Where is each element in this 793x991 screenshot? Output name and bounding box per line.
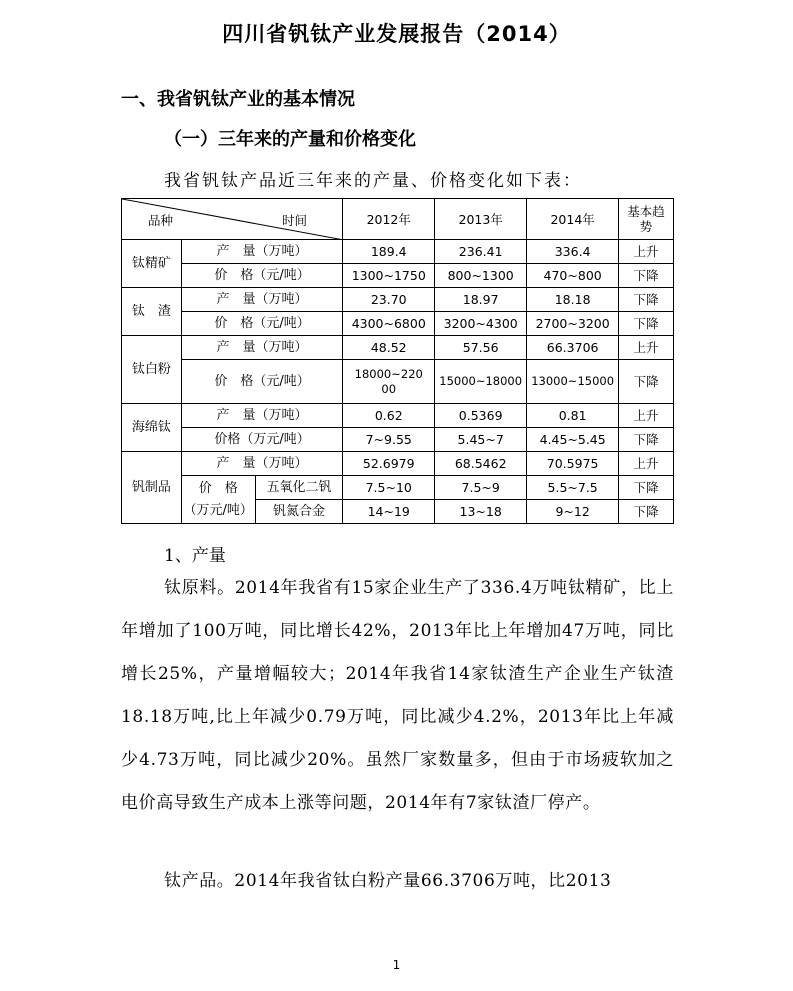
table-row [122,336,674,360]
page-number: 1 [392,958,401,972]
trend-cell: 下降 [619,312,674,336]
metric-label: 价格（万元/吨） [181,428,342,452]
table-cell: 3200~4300 [435,312,527,336]
metric-label: 产 量（万吨） [181,336,342,360]
price-label-unit: （万元/吨） [183,503,253,518]
trend-cell: 下降 [619,476,674,500]
table-cell: 13000~15000 [527,360,619,404]
table-cell: 68.5462 [435,452,527,476]
price-label-main: 价 格 [198,481,238,496]
table-header-row [122,199,674,240]
document-title: 四川省钒钛产业发展报告（2014） [222,22,571,46]
table-row [122,404,674,428]
table-cell: 23.70 [343,288,435,312]
table-cell: 66.3706 [527,336,619,360]
table-row [122,240,674,264]
sub-product-label: 五氧化二钒 [255,476,343,500]
table-cell: 470~800 [527,264,619,288]
table-cell: 1300~1750 [343,264,435,288]
price-label-cell [181,476,255,524]
table-cell: 5.5~7.5 [527,476,619,500]
table-cell: 236.41 [435,240,527,264]
table-cell: 48.52 [343,336,435,360]
diagonal-header-cell [122,199,343,240]
trend-cell: 上升 [619,404,674,428]
table-cell: 70.5975 [527,452,619,476]
table-cell: 13~18 [435,500,527,524]
table-cell: 18.97 [435,288,527,312]
header-2012: 2012年 [343,199,435,240]
product-name: 钛精矿 [122,240,182,288]
table-cell: 0.81 [527,404,619,428]
trend-cell: 上升 [619,336,674,360]
product-name: 海绵钛 [122,404,182,452]
table-cell: 189.4 [343,240,435,264]
trend-cell: 下降 [619,500,674,524]
table-cell: 18000~22000 [343,360,435,404]
header-variety: 品种 [148,213,174,228]
trend-cell: 下降 [619,288,674,312]
subheading-output: 1、产量 [164,546,226,566]
table-cell: 52.6979 [343,452,435,476]
table-row [122,428,674,452]
header-trend: 基本趋势 [619,199,674,240]
sub-product-label: 钒氮合金 [255,500,343,524]
trend-cell: 下降 [619,264,674,288]
table-row [122,452,674,476]
table-cell: 4300~6800 [343,312,435,336]
table-cell: 14~19 [343,500,435,524]
subsection-heading: （一）三年来的产量和价格变化 [164,129,416,150]
table-row [122,288,674,312]
product-name: 钛白粉 [122,336,182,404]
table-cell: 336.4 [527,240,619,264]
product-name: 钒制品 [122,452,182,524]
metric-label: 价 格（元/吨） [181,360,342,404]
table-cell: 18.18 [527,288,619,312]
metric-label: 产 量（万吨） [181,240,342,264]
metric-label: 产 量（万吨） [181,452,342,476]
trend-cell: 上升 [619,240,674,264]
table-cell: 800~1300 [435,264,527,288]
table-cell: 4.45~5.45 [527,428,619,452]
table-cell: 5.45~7 [435,428,527,452]
metric-label: 产 量（万吨） [181,404,342,428]
trend-cell: 下降 [619,428,674,452]
table-cell: 0.5369 [435,404,527,428]
intro-text: 我省钒钛产品近三年来的产量、价格变化如下表： [164,171,582,191]
table-row [122,264,674,288]
table-row [122,360,674,404]
paragraph-titanium-raw: 钛原料。2014年我省有15家企业生产了336.4万吨钛精矿，比上年增加了100万吨，同比增长42%，2013年比上年增加47万吨，同比增长25%，产量增幅较大；2014年我省14家钛渣生产企业生产钛渣18.18万吨,比上年减少0.79万吨，同比减少4.2%，2013年比上年减少4.73万吨，同比减少20%。虽然厂家数量多，但由于市场疲软加之电价高导致生产成本上涨等问题，2014年有7家钛渣厂停产。 [121,578,674,813]
table-cell: 57.56 [435,336,527,360]
header-2013: 2013年 [435,199,527,240]
trend-cell: 下降 [619,360,674,404]
table-cell: 15000~18000 [435,360,527,404]
table-cell: 2700~3200 [527,312,619,336]
product-name: 钛 渣 [122,288,182,336]
table-cell: 7~9.55 [343,428,435,452]
paragraph-titanium-products: 钛产品。2014年我省钛白粉产量66.3706万吨，比2013 [164,871,612,891]
metric-label: 产 量（万吨） [181,288,342,312]
header-time: 时间 [282,213,308,228]
table-cell: 9~12 [527,500,619,524]
header-2014: 2014年 [527,199,619,240]
table-row [122,476,674,500]
table-row [122,312,674,336]
section-heading: 一、我省钒钛产业的基本情况 [121,89,355,110]
trend-cell: 上升 [619,452,674,476]
metric-label: 价 格（元/吨） [181,264,342,288]
table-cell: 0.62 [343,404,435,428]
table-cell: 7.5~10 [343,476,435,500]
metric-label: 价 格（元/吨） [181,312,342,336]
table-cell: 7.5~9 [435,476,527,500]
production-price-table [121,198,674,524]
